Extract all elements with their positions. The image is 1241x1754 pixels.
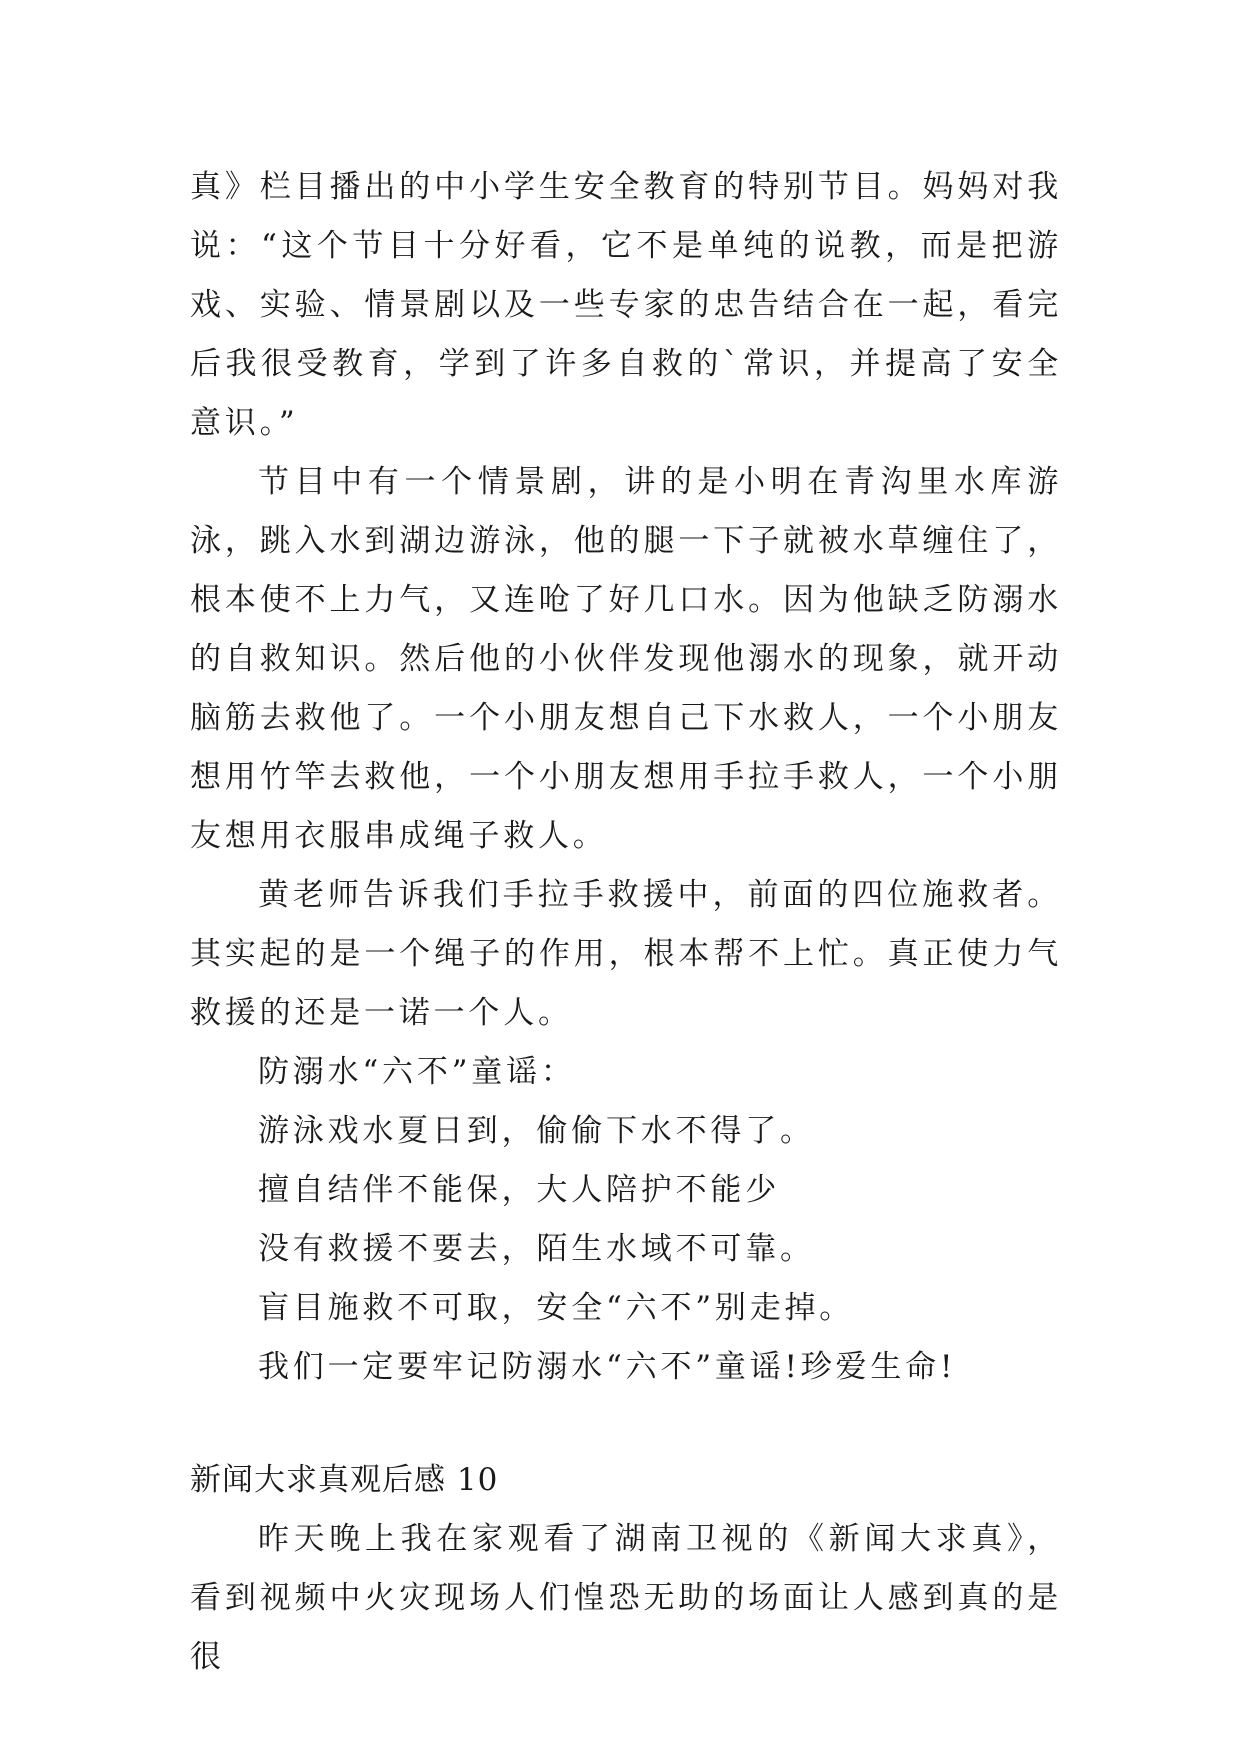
- paragraph-teacher: 黄老师告诉我们手拉手救援中，前面的四位施救者。其实起的是一个绳子的作用，根本帮不上忙。真正使力气救援的还是一诺一个人。: [190, 877, 1062, 1031]
- paragraph-new-section: 昨天晚上我在家观看了湖南卫视的《新闻大求真》，看到视频中火灾现场人们惶恐无助的场面让人感到真的是很: [190, 1521, 1062, 1675]
- rhyme-line: 盲目施救不可取，安全“六不”别走掉。: [258, 1290, 855, 1326]
- paragraph-scenario: 节目中有一个情景剧，讲的是小明在青沟里水库游泳，跳入水到湖边游泳，他的腿一下子就被水草缠住了，根本使不上力气，又连呛了好几口水。因为他缺乏防溺水的自救知识。然后他的小伙伴发现他溺水的现象，就开动脑筋去救他了。一个小朋友想自己下水救人，一个小朋友想用竹竿去救他，一个小朋友想用手拉手救人，一个小朋友想用衣服串成绳子救人。: [190, 464, 1062, 854]
- rhyme-title: 防溺水“六不”童谣：: [258, 1054, 576, 1090]
- section-heading: 新闻大求真观后感 10: [190, 1462, 499, 1498]
- rhyme-closing: 我们一定要牢记防溺水“六不”童谣!珍爱生命!: [258, 1349, 957, 1385]
- document-body: [190, 158, 1062, 1687]
- paragraph-continued: 真》栏目播出的中小学生安全教育的特别节目。妈妈对我说：“这个节目十分好看，它不是单纯的说教，而是把游戏、实验、情景剧以及一些专家的忠告结合在一起，看完后我很受教育，学到了许多自救的`常识，并提高了安全意识。”: [190, 169, 1062, 441]
- rhyme-line: 游泳戏水夏日到，偷偷下水不得了。: [258, 1113, 815, 1149]
- rhyme-line: 擅自结伴不能保，大人陪护不能少: [258, 1172, 780, 1208]
- rhyme-line: 没有救援不要去，陌生水域不可靠。: [258, 1231, 815, 1267]
- rhyme-block: [190, 1043, 1062, 1397]
